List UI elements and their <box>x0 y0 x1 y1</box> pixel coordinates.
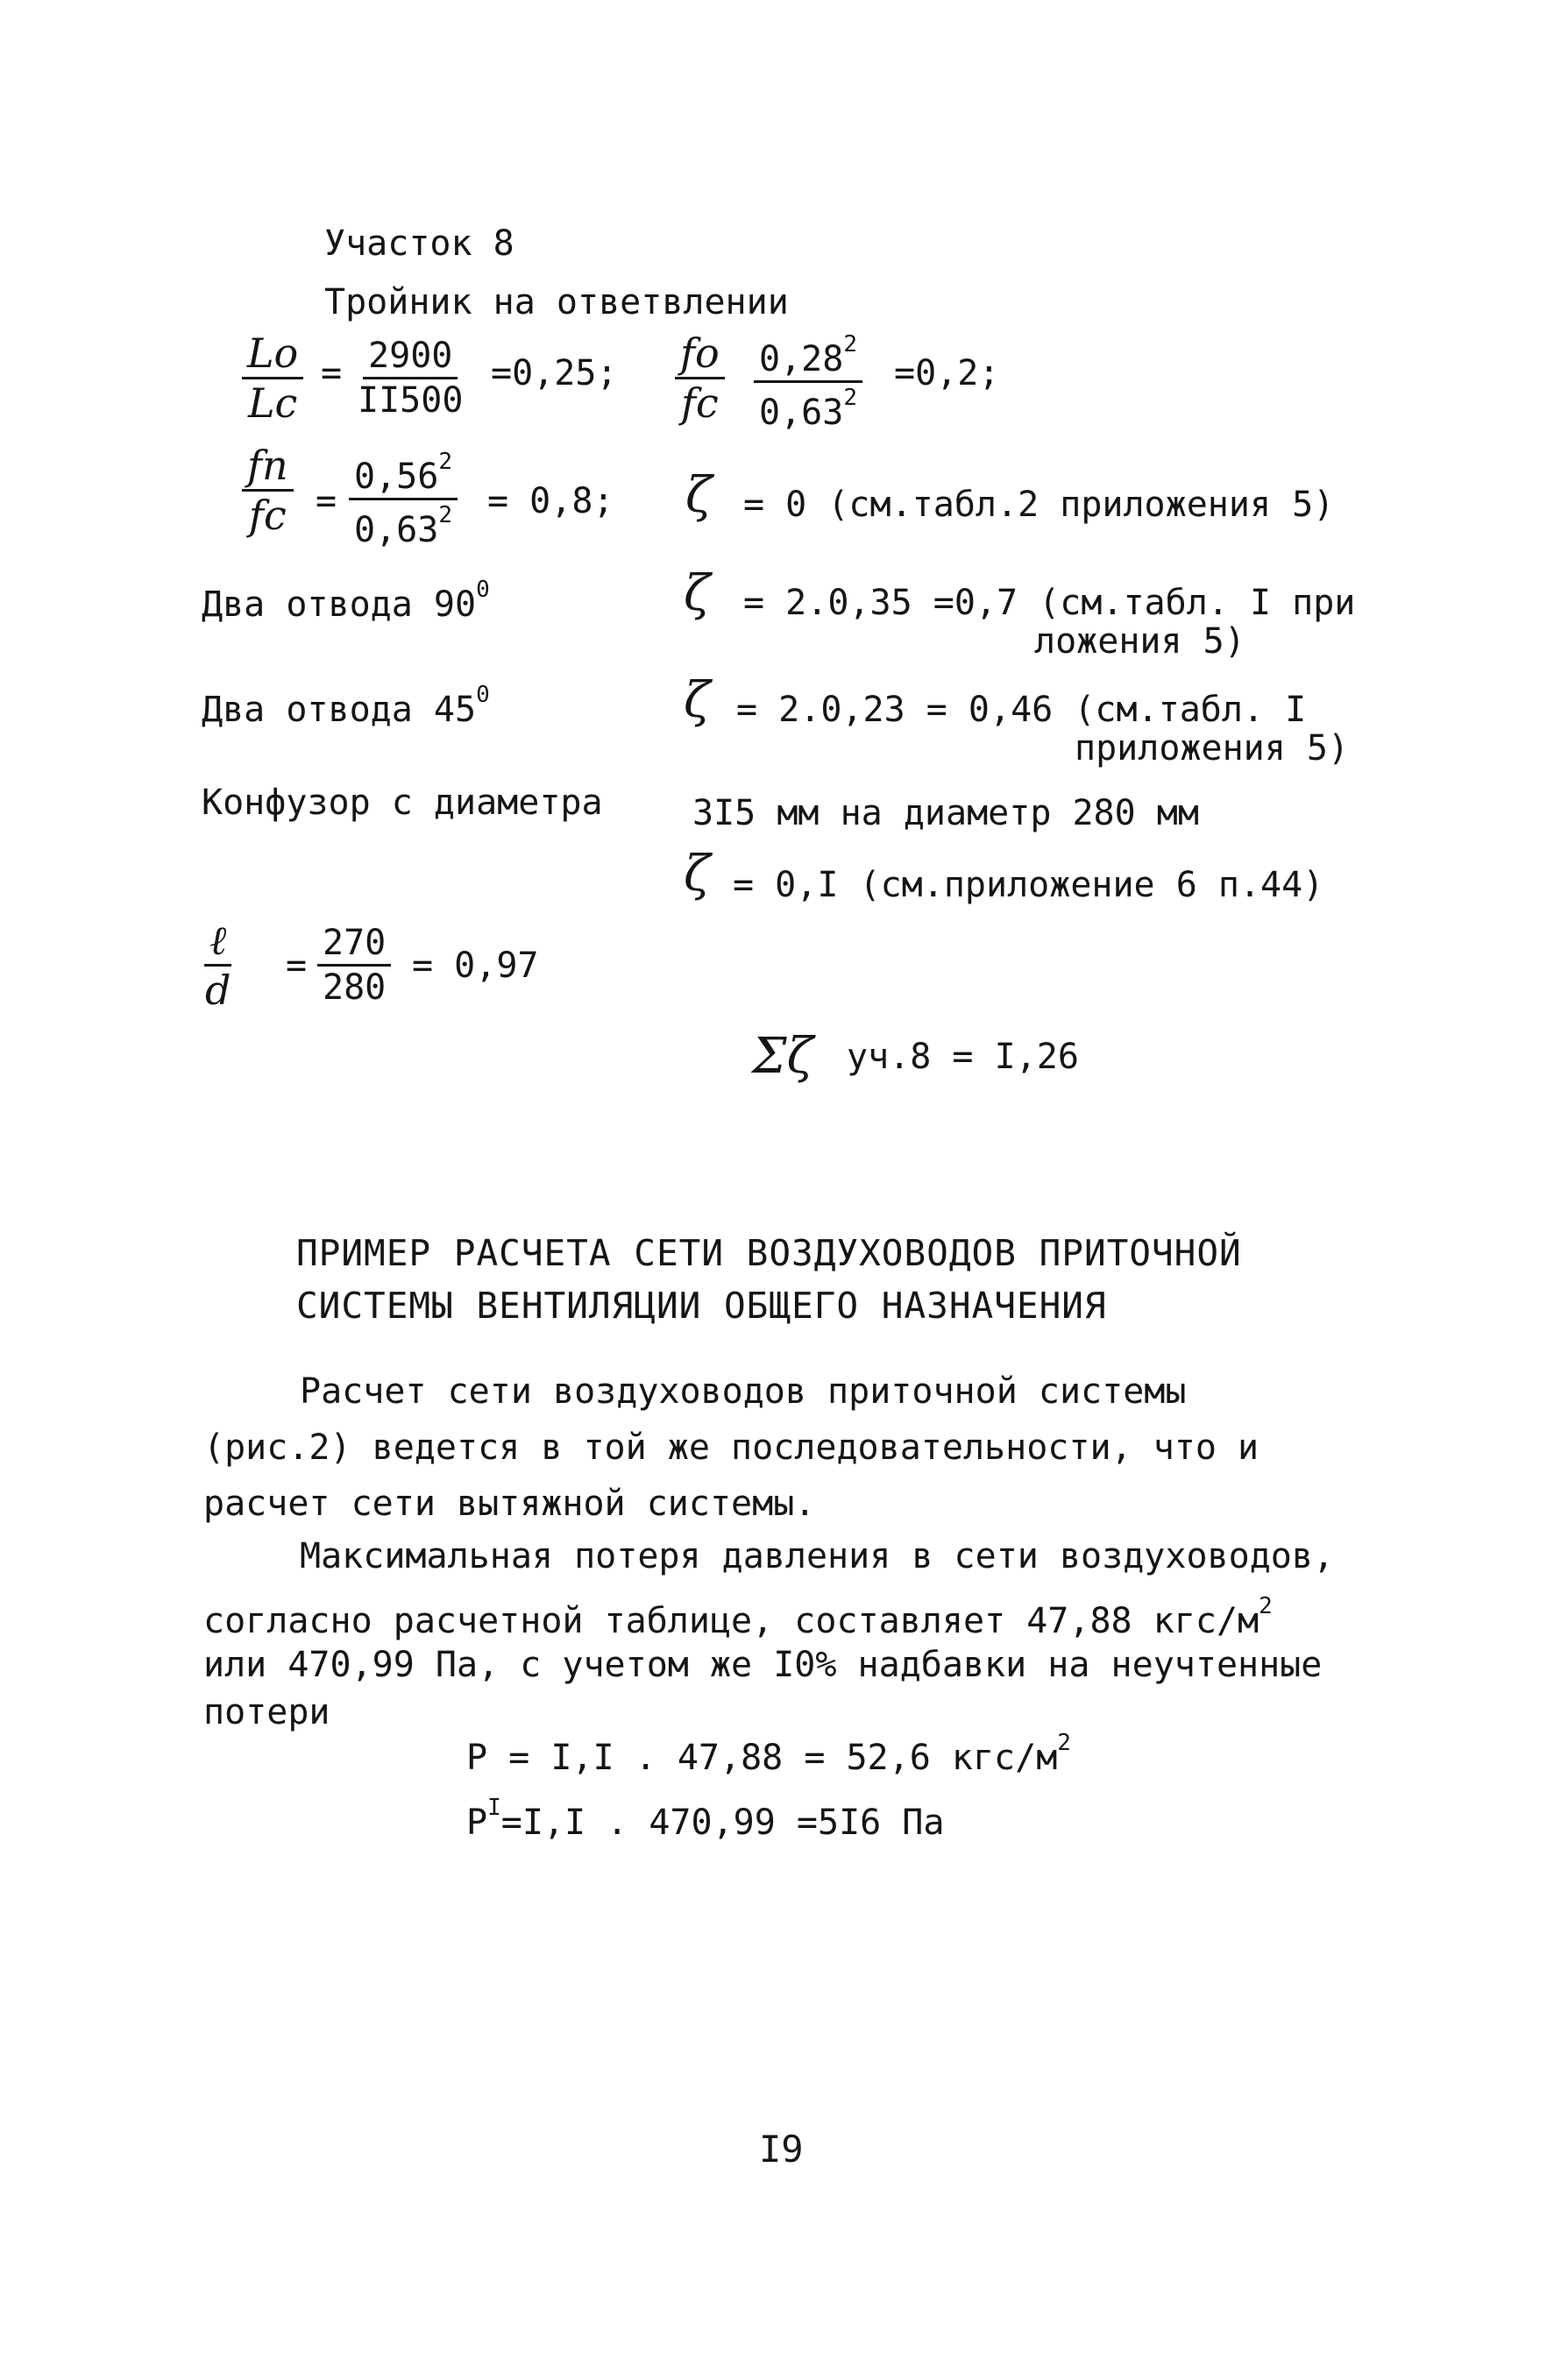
fraction-028-063: 0,28$^2$ 0,63$^2$ <box>754 333 862 430</box>
fraction-2900-11500: 2900 II500 <box>358 336 464 421</box>
paragraph-2-line-3: или 470,99 Па, с учетом же I0% надбавки на неучтенные <box>203 1645 1323 1685</box>
bend90-value: = 2.0,35 =0,7 (см.табл. I при <box>743 583 1356 623</box>
zeta-symbol: ζ <box>684 565 711 622</box>
paragraph-2-line-4: потери <box>203 1692 330 1732</box>
bend90-label: Два отвода $90^0$ <box>202 577 490 625</box>
result-02: =0,2; <box>894 353 1000 393</box>
result-025: =0,25; <box>491 353 618 393</box>
fraction-l-d: ℓ d <box>205 917 231 1014</box>
paragraph-1-line-2: (рис.2) ведется в той же последовательности, что и <box>203 1427 1260 1468</box>
confusor-zeta-value: = 0,I (см.приложение 6 п.44) <box>733 865 1324 905</box>
heading-line-2: СИСТЕМЫ ВЕНТИЛЯЦИИ ОБЩЕГО НАЗНАЧЕНИЯ <box>296 1285 1107 1327</box>
zeta-tee: = 0 (см.табл.2 приложения 5) <box>743 485 1335 525</box>
formula-pressure-kgf: P = I,I . 47,88 = 52,6 кгс/$м^2$ <box>466 1730 1071 1778</box>
section-subtitle: Тройник на ответвлении <box>324 282 789 322</box>
page-number: I9 <box>759 2128 804 2171</box>
paragraph-2-line-1: Максимальная потеря давления в сети воздуховодов, <box>300 1536 1335 1576</box>
paragraph-1-line-1: Расчет сети воздуховодов приточной системы <box>300 1371 1187 1412</box>
bend45-value-cont: приложения 5) <box>1075 728 1350 769</box>
zeta-symbol: ζ <box>684 846 711 903</box>
fraction-fn-fc: fn fc <box>242 445 294 535</box>
formula-pressure-pa: $P^I=I,I$ . 470,99 =5I6 Па <box>466 1795 945 1843</box>
fraction-270-280: 270 280 <box>317 925 391 1005</box>
result-08: = 0,8; <box>487 481 614 521</box>
bend90-value-cont: ложения 5) <box>1034 621 1245 662</box>
fraction-056-063: 0,56$^2$ 0,63$^2$ <box>349 450 458 548</box>
sum-zeta-value: уч.8 = I,26 <box>847 1037 1079 1077</box>
heading-line-1: ПРИМЕР РАСЧЕТА СЕТИ ВОЗДУХОВОДОВ ПРИТОЧНОЙ <box>296 1232 1242 1274</box>
zeta-symbol: ζ <box>685 467 713 524</box>
confusor-label: Конфузор с диаметра <box>202 783 603 823</box>
zeta-symbol: ζ <box>684 672 711 729</box>
paragraph-1-line-3: расчет сети вытяжной системы. <box>203 1484 816 1524</box>
fraction-lo-lc: Lo Lc <box>242 333 303 423</box>
paragraph-2-line-2: согласно расчетной таблице, составляет 47,88 кгс/$м^2$ <box>203 1593 1273 1641</box>
bend45-value: = 2.0,23 = 0,46 (см.табл. I <box>736 690 1307 730</box>
section-title: Участок 8 <box>324 223 514 264</box>
bend45-label: Два отвода $45^0$ <box>202 682 490 730</box>
sum-zeta-symbol: Σζ <box>752 1028 813 1085</box>
confusor-description: 3I5 мм на диаметр 280 мм <box>692 793 1199 833</box>
fraction-fo-fc: fo fc <box>675 333 725 423</box>
result-097: = 0,97 <box>412 946 539 986</box>
